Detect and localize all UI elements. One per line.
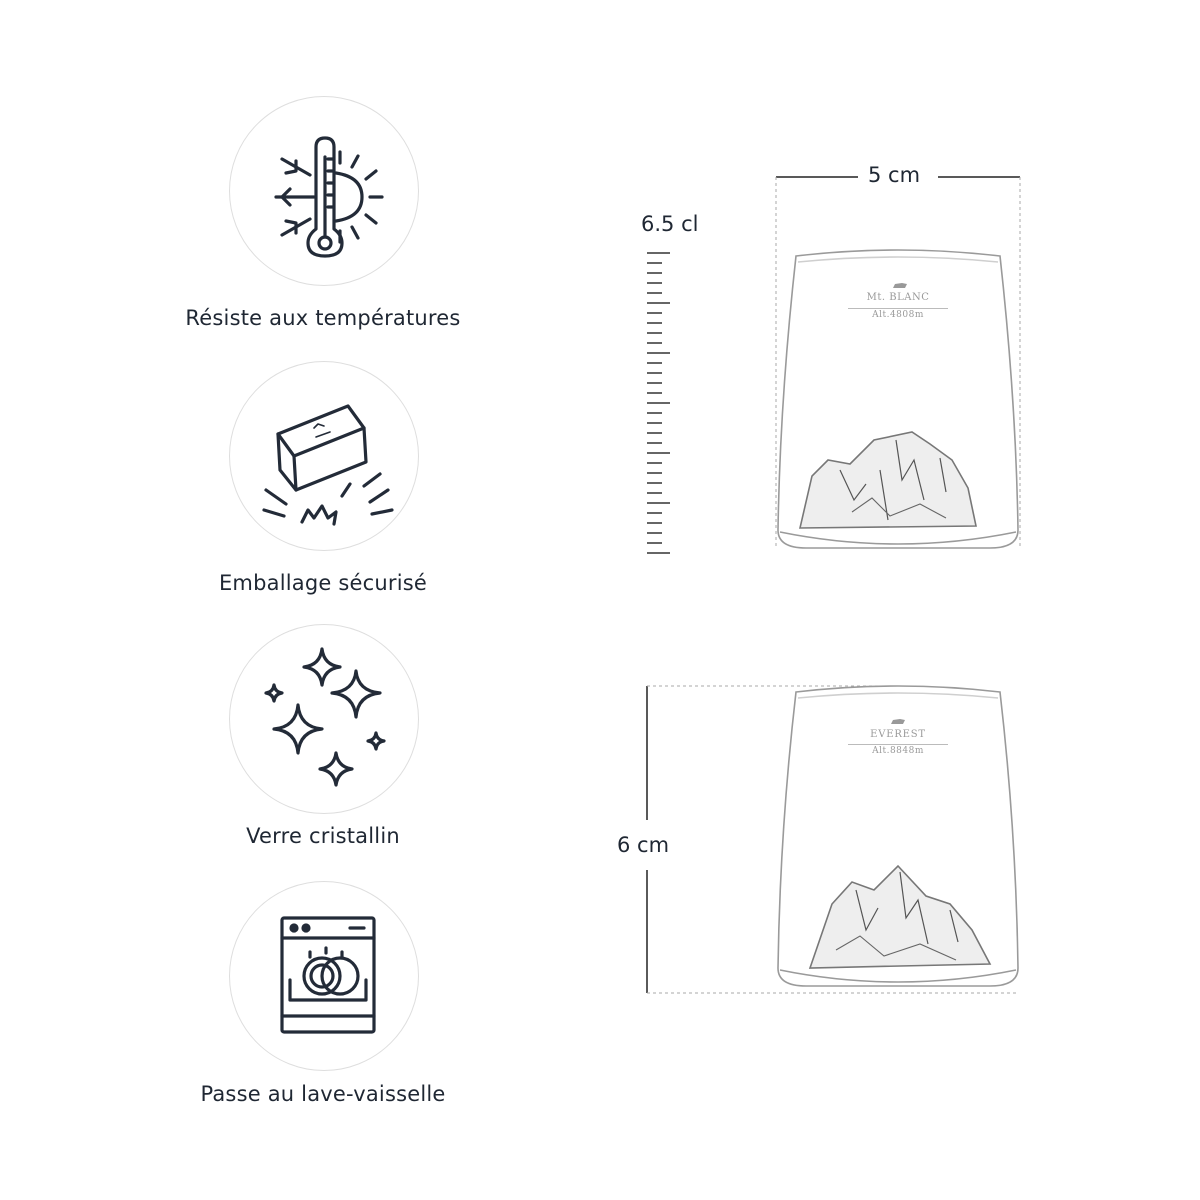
volume-scale (647, 253, 670, 553)
glass-width-label: 5 cm (864, 163, 924, 187)
glass-engraving-altitude: Alt.4808m (848, 308, 948, 320)
glass-height-label: 6 cm (617, 833, 670, 857)
bear-logo-icon (893, 283, 907, 288)
glass-engraving-name: Mt. BLANC (866, 292, 930, 303)
glass-volume-label: 6.5 cl (641, 212, 699, 236)
feature-label: Résiste aux températures (185, 306, 461, 330)
feature-label: Verre cristallin (246, 824, 400, 848)
feature-label: Emballage sécurisé (218, 571, 428, 595)
glass-engraving-name: EVEREST (870, 729, 926, 740)
glass-engraving-altitude: Alt.8848m (848, 744, 948, 756)
bear-logo-icon (891, 719, 905, 724)
feature-label: Passe au lave-vaisselle (200, 1082, 446, 1106)
